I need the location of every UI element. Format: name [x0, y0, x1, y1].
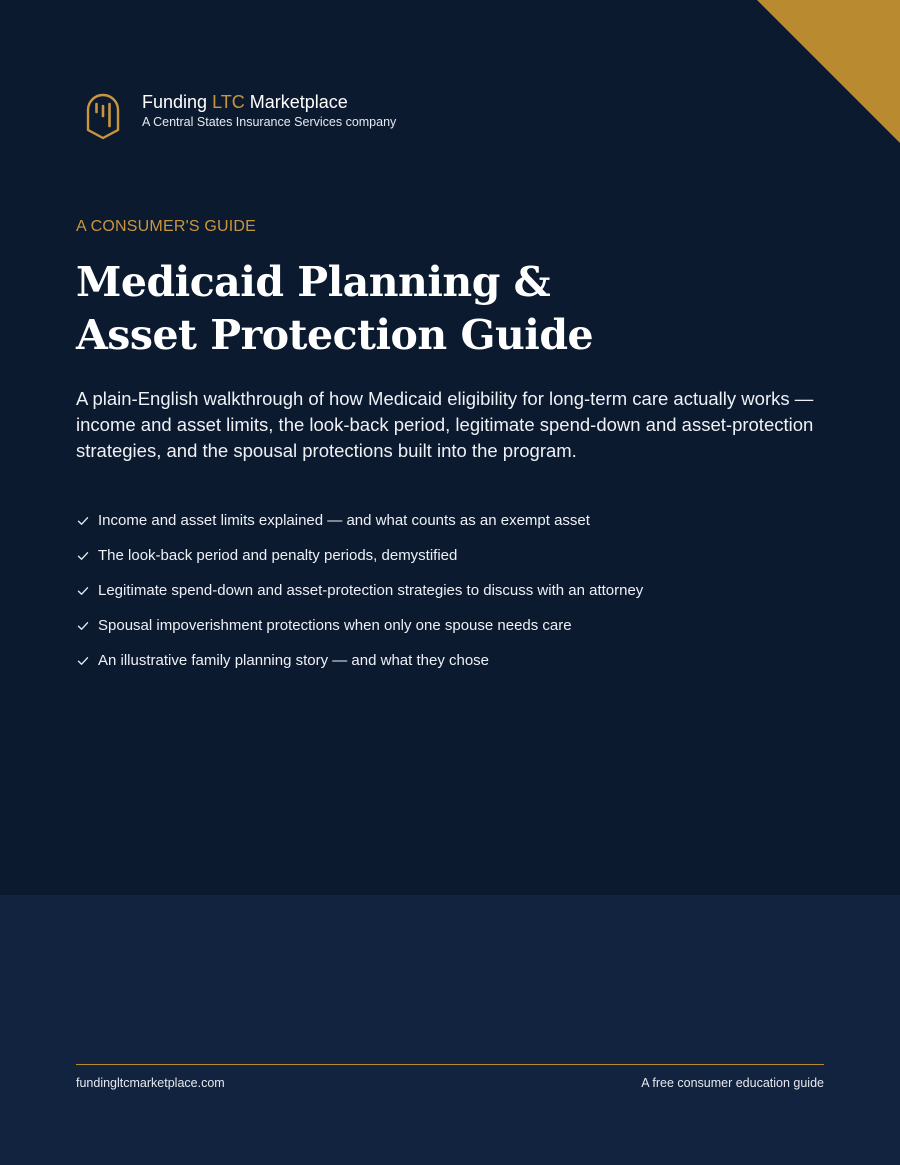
intro-paragraph: A plain-English walkthrough of how Medicaid eligibility for long-term care actually works — income and asset limits, the look-back period, legitimate spend-down and asset-protection strategies, and the spousal protections built into the program. [76, 388, 814, 461]
checklist-item-text: Income and asset limits explained — and what counts as an exempt asset [98, 512, 590, 529]
checklist-item-text: The look-back period and penalty periods, demystified [98, 547, 458, 564]
checkmark-icon [76, 514, 90, 528]
brand-header [84, 92, 396, 140]
checklist-item [76, 538, 643, 573]
checkmark-icon [76, 584, 90, 598]
page-title-line-1: Medicaid Planning & [76, 258, 551, 306]
checkmark-icon [76, 549, 90, 563]
footer-divider [76, 1064, 824, 1065]
checkmark-icon [76, 654, 90, 668]
page-title-line-2: Asset Protection Guide [76, 311, 594, 359]
checklist-item [76, 573, 643, 608]
checklist-item [76, 608, 643, 643]
checklist-item-text: An illustrative family planning story — and what they chose [98, 652, 490, 669]
brand-text [142, 92, 396, 130]
brand-name-accent: LTC [212, 92, 245, 112]
shield-pillars-icon [84, 92, 122, 140]
page-title [76, 256, 836, 362]
feature-checklist [76, 503, 643, 678]
brand-name [142, 92, 396, 112]
brand-name-prefix: Funding [142, 92, 213, 112]
checklist-item-text: Legitimate spend-down and asset-protection strategies to discuss with an attorney [98, 582, 644, 599]
brand-name-suffix: Marketplace [244, 92, 348, 112]
checkmark-icon [76, 619, 90, 633]
checklist-item-text: Spousal impoverishment protections when only one spouse needs care [98, 617, 572, 634]
footer-note: A free consumer education guide [641, 1076, 824, 1090]
eyebrow-label: A CONSUMER'S GUIDE [76, 218, 257, 235]
checklist-item [76, 643, 643, 678]
corner-accent [757, 0, 900, 143]
footer-website: fundingltcmarketplace.com [76, 1076, 225, 1090]
checklist-item [76, 503, 643, 538]
brand-tagline: A Central States Insurance Services company [142, 115, 397, 129]
cover-bottom-panel [0, 895, 900, 1165]
